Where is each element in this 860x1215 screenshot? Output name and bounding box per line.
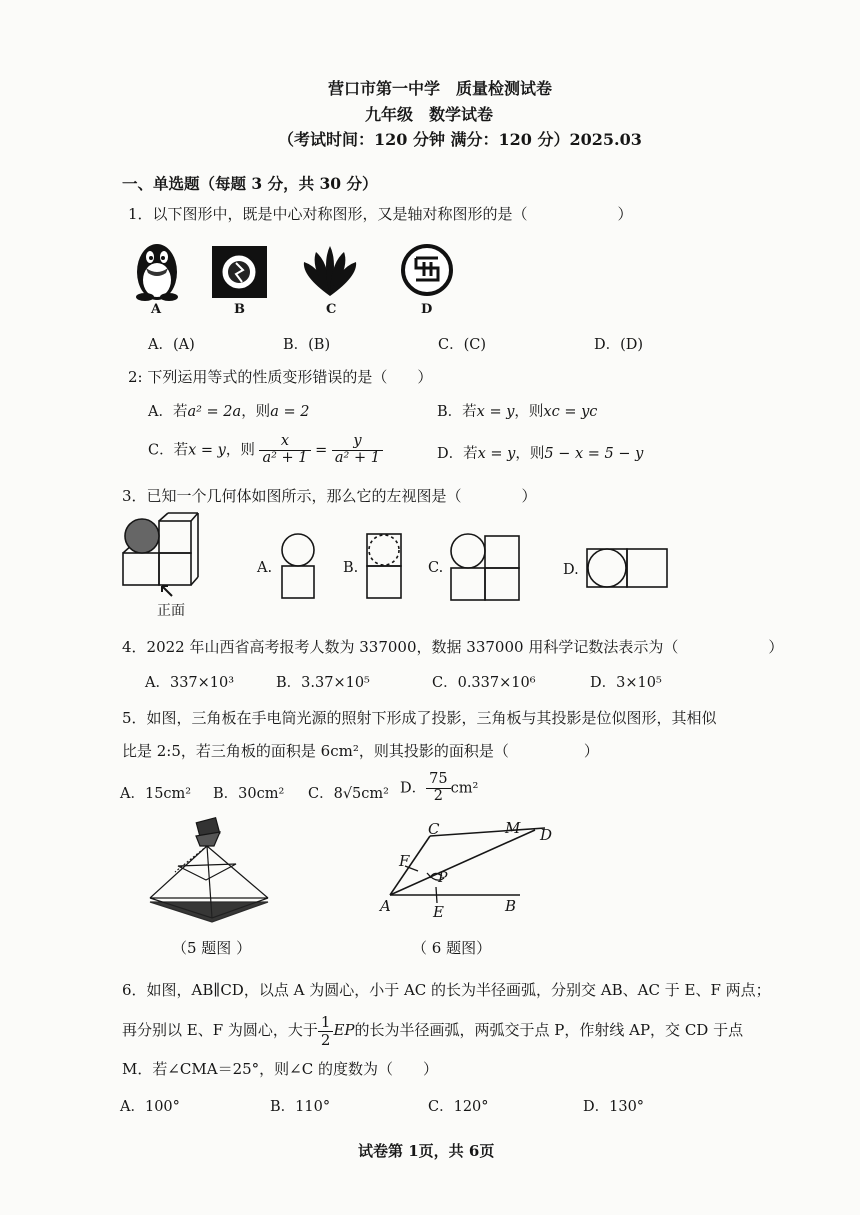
point-a: A	[380, 897, 391, 915]
q1-option-c[interactable]: C．(C)	[438, 337, 487, 353]
q3-option-a[interactable]: A.	[257, 560, 273, 576]
q6-option-b[interactable]: B．110°	[270, 1099, 331, 1115]
q6-option-c[interactable]: C．120°	[428, 1099, 489, 1115]
section-heading: 一、单选题（每题 3 分，共 30 分）	[122, 174, 378, 193]
q2-option-d[interactable]: D．若x = y，则5 − x = 5 − y	[437, 446, 644, 462]
point-f: F	[399, 852, 410, 870]
q3-option-d[interactable]: D.	[563, 562, 579, 578]
question-5-stem-line2: 比是 2:5，若三角板的面积是 6cm²，则其投影的面积是（ ）	[122, 742, 599, 760]
figure-label-b: B	[234, 302, 245, 317]
q4-option-d[interactable]: D．3×10⁵	[590, 675, 662, 691]
question-2-stem: 2: 下列运用等式的性质变形错误的是（ ）	[128, 368, 433, 386]
question-4-stem: 4．2022 年山西省高考报考人数为 337000，数据 337000 用科学记数法表示为（ ）	[122, 638, 784, 656]
q6-figure-caption: （ 6 题图）	[412, 939, 492, 957]
q5-figure-caption: （5 题图 ）	[172, 939, 252, 957]
figure-label-a: A	[151, 302, 162, 317]
q6-option-a[interactable]: A．100°	[120, 1099, 180, 1115]
figure-label-c: C	[326, 302, 337, 317]
page-footer: 试卷第 1页，共 6页	[358, 1142, 495, 1160]
q4-option-a[interactable]: A．337×10³	[145, 675, 235, 691]
q2-option-c[interactable]: C．若x = y，则 $\frac{x}{\text{a² + 1}}$ = $\frac{y}{\text{a² + 1}}$	[148, 434, 383, 467]
q4-option-b[interactable]: B．3.37×10⁵	[276, 675, 370, 691]
q6-option-d[interactable]: D．130°	[583, 1099, 645, 1115]
q2-option-a[interactable]: A．若a² = 2a，则a = 2	[148, 404, 310, 420]
q1-option-b[interactable]: B．(B)	[283, 337, 331, 353]
question-6-stem-line1: 6．如图，AB∥CD，以点 A 为圆心，小于 AC 的长为半径画弧，分别交 AB、AC 于 E、F 两点；	[122, 981, 771, 999]
q5-option-a[interactable]: A．15cm²	[120, 786, 192, 802]
exam-title: 营口市第一中学 质量检测试卷	[328, 79, 553, 98]
question-3-stem: 3．已知一个几何体如图所示，那么它的左视图是（ ）	[122, 487, 537, 505]
q3-option-c[interactable]: C.	[428, 560, 444, 576]
point-m: M	[505, 819, 521, 837]
q4-option-c[interactable]: C．0.337×10⁶	[432, 675, 536, 691]
question-6-stem-line3: M．若∠CMA＝25°，则∠C 的度数为（ ）	[122, 1060, 438, 1078]
point-b: B	[505, 897, 517, 915]
q1-option-d[interactable]: D．(D)	[594, 337, 644, 353]
q1-option-a[interactable]: A．(A)	[148, 337, 195, 353]
q2-option-b[interactable]: B．若x = y，则xc = yc	[437, 404, 598, 420]
point-p: P	[438, 870, 448, 886]
question-1-stem: 1．以下图形中，既是中心对称图形，又是轴对称图形的是（ ）	[128, 205, 633, 223]
exam-subtitle: 九年级 数学试卷	[365, 105, 494, 124]
point-c: C	[428, 820, 440, 838]
q3-option-b[interactable]: B.	[343, 560, 359, 576]
question-6-stem-line2: 再分别以 E、F 为圆心，大于 $\frac{1}{2}$ EP的长为半径画弧，两弧交于点 P，作射线 AP，交 CD 于点	[122, 1013, 744, 1049]
q5-option-c[interactable]: C．8√5cm²	[308, 786, 389, 802]
q5-option-d[interactable]: D． $\frac{75}{2}$ cm²	[400, 771, 479, 804]
figure-label-d: D	[421, 302, 433, 317]
exam-info: （考试时间：120 分钟 满分：120 分）2025.03	[278, 130, 642, 149]
point-e: E	[433, 903, 444, 921]
question-5-stem-line1: 5．如图，三角板在手电筒光源的照射下形成了投影，三角板与其投影是位似图形，其相似	[122, 709, 717, 727]
q5-option-b[interactable]: B．30cm²	[213, 786, 285, 802]
point-d: D	[540, 826, 553, 844]
front-label: 正面	[157, 603, 185, 619]
